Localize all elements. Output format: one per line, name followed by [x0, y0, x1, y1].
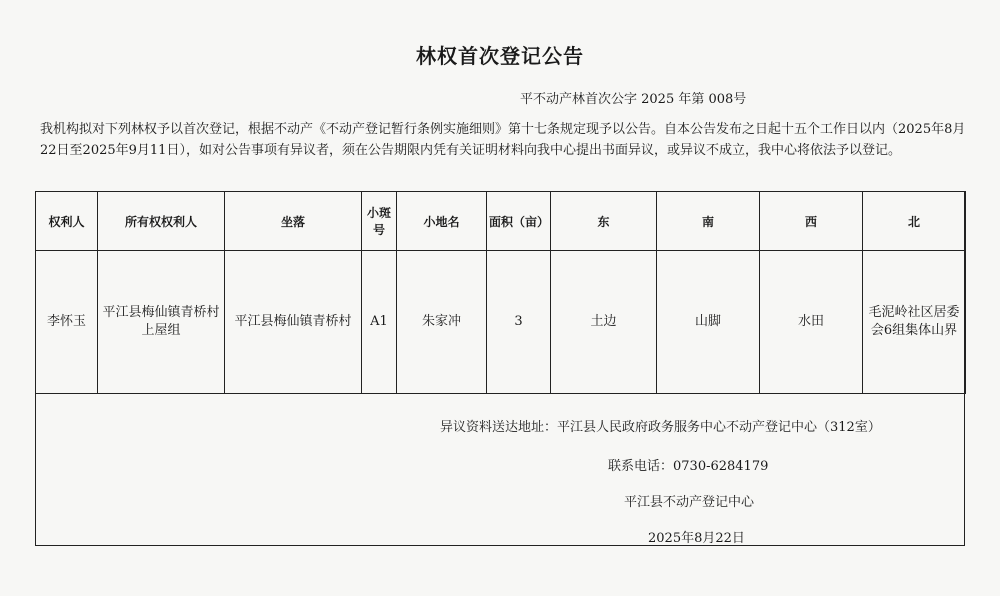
header-west: 西 [760, 192, 863, 251]
cell-right-holder: 李怀玉 [36, 251, 98, 394]
cell-owner: 平江县梅仙镇青桥村上屋组 [98, 251, 225, 394]
header-right-holder: 权利人 [36, 192, 98, 251]
table-row [36, 251, 966, 394]
header-south: 南 [657, 192, 760, 251]
notice-intro: 我机构拟对下列林权予以首次登记，根据不动产《不动产登记暂行条例实施细则》第十七条规定现予以公告。自本公告发布之日起十五个工作日以内（2025年8月22日至2025年9月11日），如对公告事项有异议者，须在公告期限内凭有关证明材料向我中心提出书面异议，或异议不成立，我中心将依法予以登记。 [40, 122, 966, 158]
document-number: 平不动产林首次公字 2025 年第 008号 [520, 92, 747, 107]
header-location: 坐落 [225, 192, 362, 251]
header-north: 北 [863, 192, 966, 251]
registration-table [35, 191, 966, 394]
issue-date: 2025年8月22日 [648, 531, 745, 546]
issuing-organization: 平江县不动产登记中心 [624, 495, 755, 510]
contact-phone: 联系电话：0730-6284179 [608, 459, 769, 474]
header-place-name: 小地名 [397, 192, 487, 251]
cell-south: 山脚 [657, 251, 760, 394]
cell-place-name: 朱家冲 [397, 251, 487, 394]
cell-east: 土边 [551, 251, 657, 394]
header-plot-number: 小斑号 [362, 192, 397, 251]
table-header-row [36, 192, 966, 251]
cell-location: 平江县梅仙镇青桥村 [225, 251, 362, 394]
cell-west: 水田 [760, 251, 863, 394]
header-area: 面积（亩） [487, 192, 551, 251]
cell-north: 毛泥岭社区居委会6组集体山界 [863, 251, 966, 394]
header-owner: 所有权权利人 [98, 192, 225, 251]
header-east: 东 [551, 192, 657, 251]
cell-area: 3 [487, 251, 551, 394]
notice-title: 林权首次登记公告 [416, 44, 584, 68]
cell-plot-number: A1 [362, 251, 397, 394]
objection-address: 异议资料送达地址：平江县人民政府政务服务中心不动产登记中心（312室） [440, 420, 881, 435]
